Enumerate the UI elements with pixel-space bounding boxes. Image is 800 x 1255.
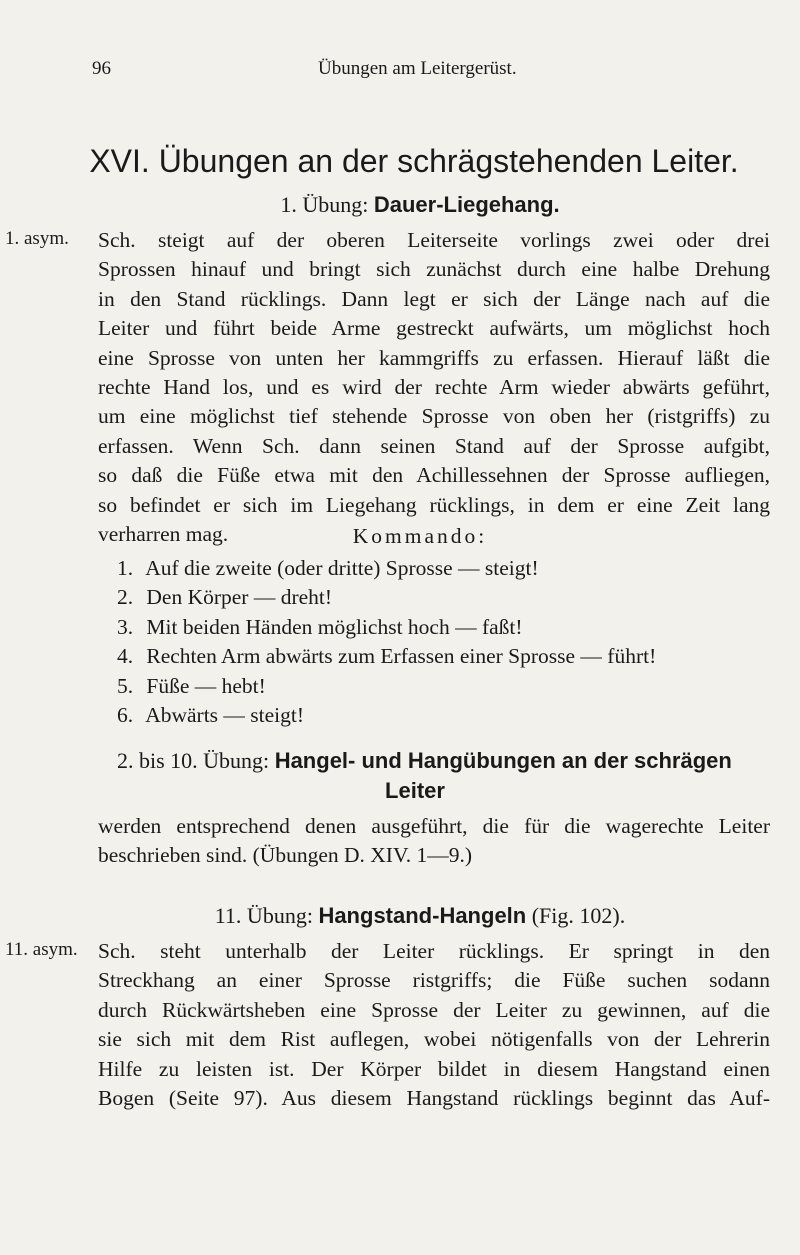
paragraph-line: sie sich mit dem Rist auflegen, wobei nötigenfalls von der Lehrerin (98, 1027, 770, 1052)
kommando-item-number: 1. (117, 556, 134, 580)
exercise-1-heading-name: Dauer-Liegehang. (373, 192, 560, 217)
kommando-list (117, 554, 656, 730)
exercise-1-paragraph (98, 226, 770, 549)
exercise-11-heading-suffix: (Fig. 102). (526, 903, 626, 928)
margin-note-11: 11. asym. (5, 939, 78, 960)
paragraph-line: Leiter und führt beide Arme gestreckt aufwärts, um möglichst hoch (98, 316, 770, 341)
exercise-11-paragraph (98, 937, 770, 1113)
paragraph-line: Sch. steht unterhalb der Leiter rücklings. Er springt in den (98, 939, 770, 963)
page-number: 96 (92, 58, 111, 79)
kommando-item-text: Den Körper — dreht! (146, 585, 333, 610)
paragraph-line: verharren mag. (98, 522, 229, 547)
paragraph-line: durch Rückwärtsheben eine Sprosse der Leiter zu gewinnen, auf die (98, 997, 770, 1022)
paragraph-line: Hilfe zu leisten ist. Der Körper bildet in diesem Hangstand einen (98, 1056, 770, 1081)
exercise-2-10-paragraph (98, 812, 770, 871)
exercise-2-10-heading-name: Hangel- und Hangübungen an der schrägen (274, 748, 732, 773)
paragraph-line: rechte Hand los, und es wird der rechte Arm wieder abwärts geführt, (98, 375, 770, 400)
exercise-2-10-heading-continued: Leiter (385, 778, 445, 803)
exercise-2-10-heading-prefix: 2. bis 10. Übung: (117, 748, 275, 773)
chapter-title: XVI. Übungen an der schrägstehenden Leiter. (89, 143, 739, 179)
kommando-item (117, 554, 656, 583)
running-title: Übungen am Leitergerüst. (318, 58, 517, 79)
kommando-item-text: Abwärts — steigt! (145, 703, 305, 728)
paragraph-line: so befindet er sich im Liegehang rücklings, in dem er eine Zeit lang (98, 492, 770, 517)
paragraph-line: so daß die Füße etwa mit den Achillessehnen der Sprosse aufliegen, (98, 463, 770, 488)
paragraph-line: in den Stand rücklings. Dann legt er sich der Länge nach auf die (98, 286, 770, 311)
paragraph-line: beschrieben sind. (Übungen D. XIV. 1—9.) (98, 843, 472, 868)
kommando-item-text: Füße — hebt! (146, 673, 266, 698)
kommando-item (117, 672, 656, 701)
kommando-item-number: 2. (117, 585, 134, 610)
kommando-item-text: Mit beiden Händen möglichst hoch — faßt! (146, 614, 523, 639)
exercise-11-heading-name: Hangstand-Hangeln (318, 903, 527, 928)
kommando-item (117, 583, 656, 612)
kommando-item-number: 4. (117, 644, 134, 669)
kommando-item-number: 3. (117, 614, 134, 639)
kommando-item-number: 5. (117, 673, 134, 698)
running-head (92, 58, 692, 84)
exercise-1-heading-prefix: 1. Übung: (280, 192, 374, 217)
exercise-11-heading (0, 903, 800, 929)
exercise-2-10-heading (117, 748, 732, 774)
paragraph-line: um eine möglichst tief stehende Sprosse von oben her (ristgriffs) zu (98, 404, 770, 429)
margin-note-1: 1. asym. (5, 228, 69, 249)
kommando-item-number: 6. (117, 703, 134, 728)
kommando-item (117, 642, 656, 671)
kommando-item-text: Rechten Arm abwärts zum Erfassen einer Sprosse — führt! (146, 644, 657, 669)
paragraph-line: Bogen (Seite 97). Aus diesem Hangstand rücklings beginnt das Auf- (98, 1086, 770, 1111)
kommando-item (117, 613, 656, 642)
exercise-11-heading-prefix: 11. Übung: (214, 903, 319, 928)
paragraph-line: erfassen. Wenn Sch. dann seinen Stand auf der Sprosse aufgibt, (98, 433, 770, 458)
kommando-item (117, 701, 656, 730)
paragraph-line: Streckhang an einer Sprosse ristgriffs; die Füße suchen sodann (98, 968, 770, 993)
paragraph-line: Sprossen hinauf und bringt sich zunächst durch eine halbe Drehung (98, 257, 770, 282)
kommando-label: Kommando: (352, 524, 488, 548)
paragraph-line: eine Sprosse von unten her kammgriffs zu erfassen. Hierauf läßt die (98, 345, 770, 370)
exercise-1-heading (0, 192, 800, 218)
kommando-item-text: Auf die zweite (oder dritte) Sprosse — steigt! (145, 556, 539, 580)
paragraph-line: Sch. steigt auf der oberen Leiterseite vorlings zwei oder drei (98, 228, 770, 252)
paragraph-line: werden entsprechend denen ausgeführt, die für die wagerechte Leiter (98, 814, 770, 838)
